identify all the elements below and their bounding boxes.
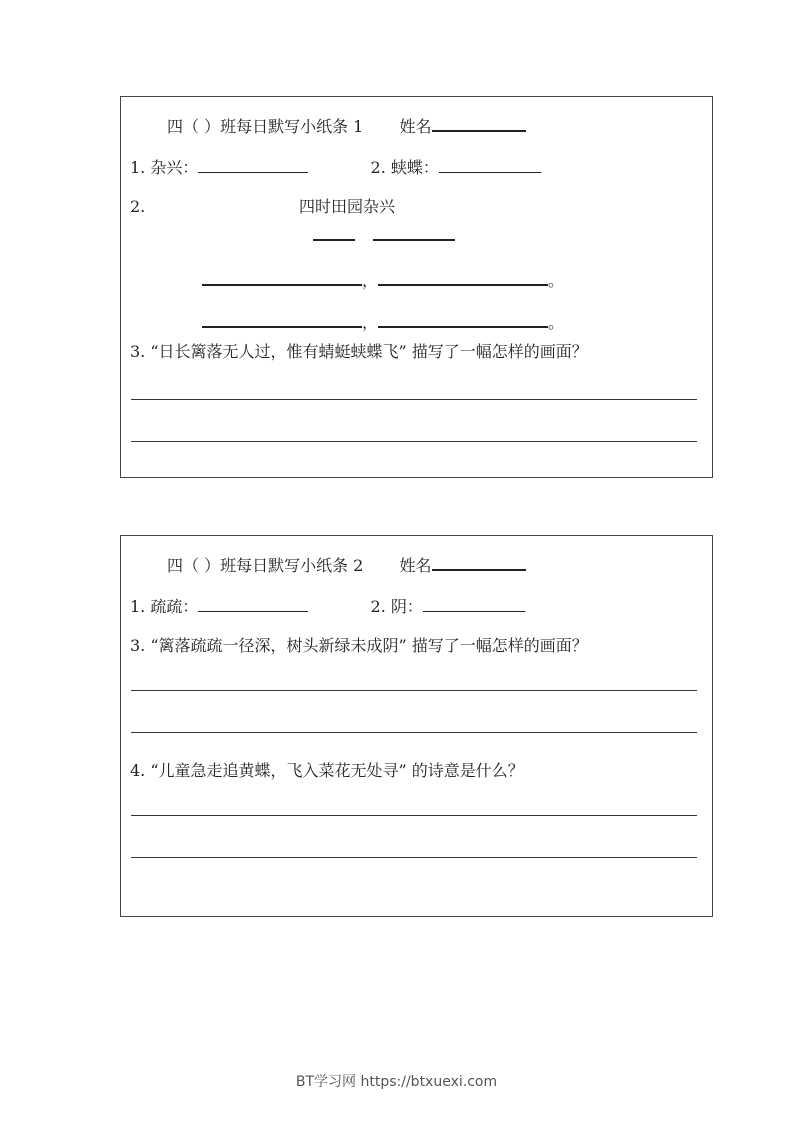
verse-blank-2[interactable] xyxy=(378,268,548,286)
answer-blank-1b[interactable] xyxy=(423,595,525,612)
verse-row-1 xyxy=(202,268,564,291)
comma: ， xyxy=(362,313,379,332)
answer-line[interactable] xyxy=(131,857,697,858)
verse-blank-3[interactable] xyxy=(202,310,362,328)
question-4: 4. “儿童急走追黄蝶，飞入菜花无处寻” 的诗意是什么？ xyxy=(130,761,524,780)
poem-title: 四时田园杂兴 xyxy=(299,197,396,216)
verse-blank-4[interactable] xyxy=(378,310,548,328)
answer-line[interactable] xyxy=(131,815,697,816)
question-3: 3. “篱落疏疏一径深，树头新绿未成阴” 描写了一幅怎样的画面？ xyxy=(130,636,588,655)
answer-line[interactable] xyxy=(131,441,697,442)
comma: ， xyxy=(362,271,379,290)
verse-row-2 xyxy=(202,310,564,333)
watermark: BT学习网 https://btxuexi.com xyxy=(295,1074,498,1090)
name-blank[interactable] xyxy=(432,114,526,132)
period: 。 xyxy=(548,271,565,290)
answer-line[interactable] xyxy=(131,690,697,691)
question-2-number: 2. xyxy=(130,197,146,216)
question-1a-label: 1. 杂兴： xyxy=(130,158,199,177)
dictation-slip-2 xyxy=(120,535,713,917)
question-1-row xyxy=(130,595,525,617)
slip-header xyxy=(167,553,526,576)
slip-title: 四（ ）班每日默写小纸条 1 xyxy=(167,117,364,136)
period: 。 xyxy=(548,313,565,332)
question-1b-label: 2. 阴： xyxy=(370,597,423,616)
answer-line[interactable] xyxy=(131,732,697,733)
slip-header xyxy=(167,114,526,137)
question-3: 3. “日长篱落无人过，惟有蜻蜓蛱蝶飞” 描写了一幅怎样的画面？ xyxy=(130,342,588,361)
name-label: 姓名 xyxy=(399,556,432,575)
dynasty-blank[interactable] xyxy=(313,223,355,241)
author-blank[interactable] xyxy=(373,223,455,241)
name-label: 姓名 xyxy=(399,117,432,136)
answer-blank-1b[interactable] xyxy=(439,156,541,173)
author-row xyxy=(313,223,455,246)
name-blank[interactable] xyxy=(432,553,526,571)
answer-blank-1a[interactable] xyxy=(198,156,308,173)
question-1b-label: 2. 蛱蝶： xyxy=(370,158,439,177)
dictation-slip-1 xyxy=(120,96,713,478)
answer-line[interactable] xyxy=(131,399,697,400)
slip-title: 四（ ）班每日默写小纸条 2 xyxy=(167,556,364,575)
answer-blank-1a[interactable] xyxy=(198,595,308,612)
verse-blank-1[interactable] xyxy=(202,268,362,286)
question-1a-label: 1. 疏疏： xyxy=(130,597,199,616)
question-1-row xyxy=(130,156,541,178)
